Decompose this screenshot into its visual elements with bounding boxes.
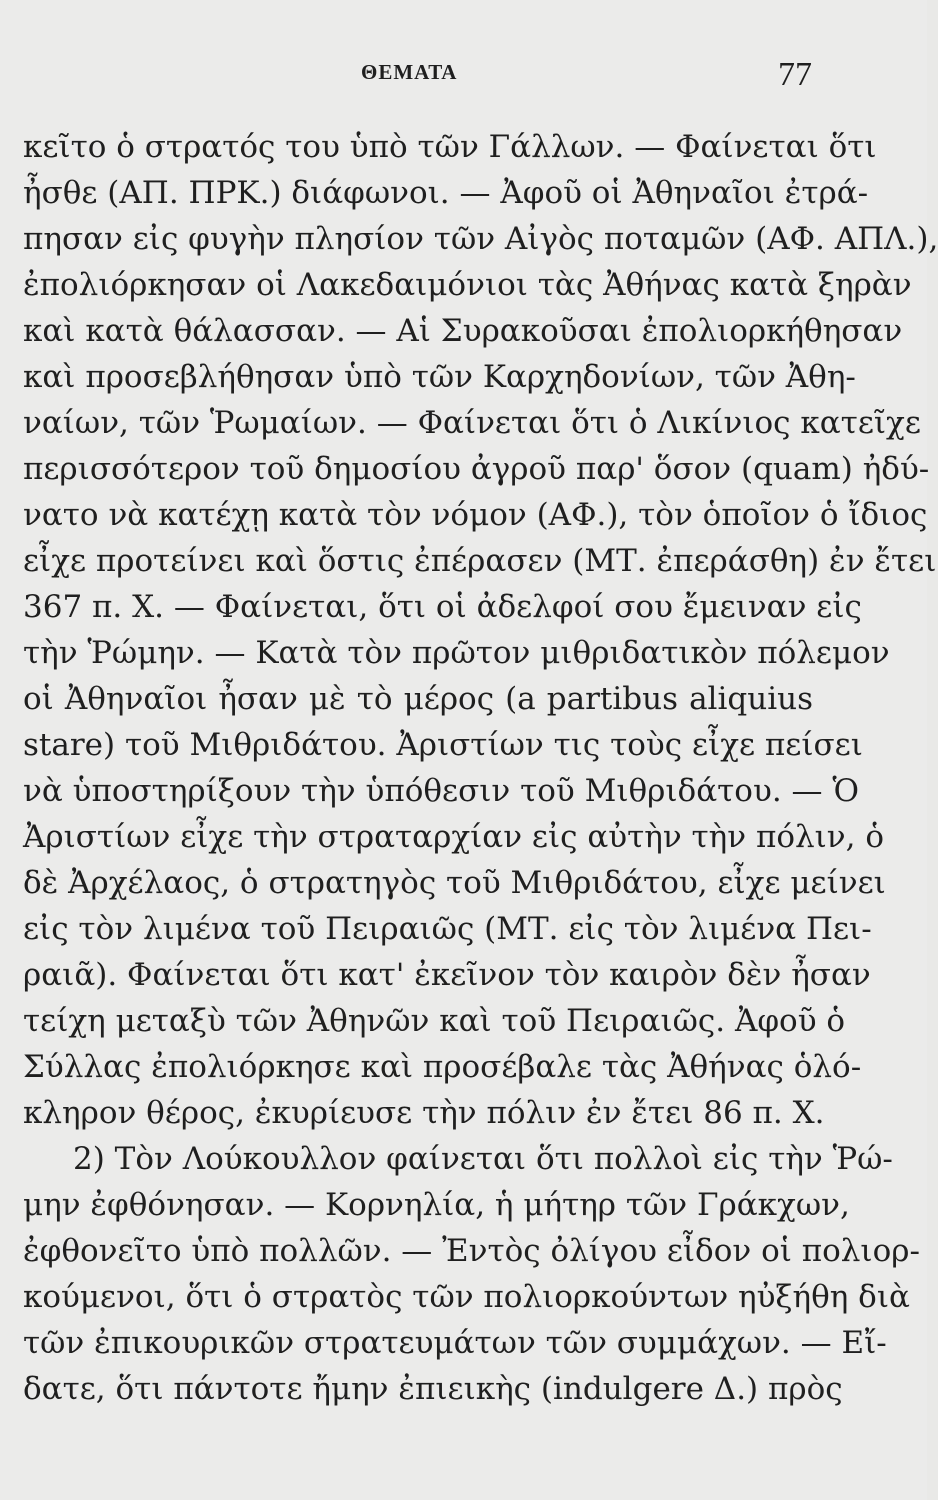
text-line: καὶ προσεβλήθησαν ὑπὸ τῶν Καρχηδονίων, τῶν Ἀθη-	[23, 359, 856, 395]
text-line: τῶν ἐπικουρικῶν στρατευμάτων τῶν συμμάχων. — Εἴ-	[23, 1325, 887, 1361]
text-line: κεῖτο ὁ στρατός του ὑπὸ τῶν Γάλλων. — Φαίνεται ὅτι	[23, 129, 877, 165]
text-line: τὴν Ῥώμην. — Κατὰ τὸν πρῶτον μιθριδατικὸν πόλεμον	[23, 635, 890, 671]
text-line: ἐπολιόρκησαν οἱ Λακεδαιμόνιοι τὰς Ἀθήνας κατὰ ξηρὰν	[23, 267, 912, 303]
text-line: εἶχε προτείνει καὶ ὅστις ἐπέρασεν (ΜΤ. ἐπεράσθη) ἐν ἔτει	[23, 543, 937, 579]
text-line: νὰ ὑποστηρίξουν τὴν ὑπόθεσιν τοῦ Μιθριδάτου. — Ὁ	[23, 773, 860, 809]
text-line: οἱ Ἀθηναῖοι ἦσαν μὲ τὸ μέρος (a partibus aliquius	[23, 681, 813, 717]
text-line: κούμενοι, ὅτι ὁ στρατὸς τῶν πολιορκούντων ηὐξήθη διὰ	[23, 1279, 910, 1315]
body-text	[23, 124, 938, 1412]
text-line: περισσότερον τοῦ δημοσίου ἀγροῦ παρ' ὅσον (quam) ἠδύ-	[23, 451, 930, 487]
text-line: ραιᾶ). Φαίνεται ὅτι κατ' ἐκεῖνον τὸν καιρὸν δὲν ἦσαν	[23, 957, 871, 993]
running-title: ΘΕΜΑΤΑ	[361, 60, 458, 84]
text-line: ἦσθε (ΑΠ. ΠΡΚ.) διάφωνοι. — Ἀφοῦ οἱ Ἀθηναῖοι ἐτρά-	[23, 175, 869, 211]
text-line: stare) τοῦ Μιθριδάτου. Ἀριστίων τις τοὺς εἶχε πείσει	[23, 727, 863, 763]
text-line: εἰς τὸν λιμένα τοῦ Πειραιῶς (ΜΤ. εἰς τὸν λιμένα Πει-	[23, 911, 872, 947]
text-line: πησαν εἰς φυγὴν πλησίον τῶν Αἰγὸς ποταμῶν (ΑΦ. ΑΠΛ.),	[23, 221, 938, 257]
text-line: τείχη μεταξὺ τῶν Ἀθηνῶν καὶ τοῦ Πειραιῶς. Ἀφοῦ ὁ	[23, 1003, 846, 1039]
paragraph-start-line: 2) Τὸν Λούκουλλον φαίνεται ὅτι πολλοὶ εἰς τὴν Ῥώ-	[73, 1141, 893, 1177]
page-number: 77	[778, 56, 812, 93]
text-line: κληρον θέρος, ἐκυρίευσε τὴν πόλιν ἐν ἔτει 86 π. Χ.	[23, 1095, 825, 1131]
text-line: Ἀριστίων εἶχε τὴν στραταρχίαν εἰς αὐτὴν τὴν πόλιν, ὁ	[23, 819, 885, 855]
text-line: ἐφθονεῖτο ὑπὸ πολλῶν. — Ἐντὸς ὀλίγου εἶδον οἱ πολιορ-	[23, 1233, 920, 1269]
text-line: Σύλλας ἐπολιόρκησε καὶ προσέβαλε τὰς Ἀθήνας ὁλό-	[23, 1049, 862, 1085]
text-line: νατο νὰ κατέχῃ κατὰ τὸν νόμον (ΑΦ.), τὸν ὁποῖον ὁ ἴδιος	[23, 497, 928, 533]
text-line: δὲ Ἀρχέλαος, ὁ στρατηγὸς τοῦ Μιθριδάτου, εἶχε μείνει	[23, 865, 886, 901]
text-line: 367 π. Χ. — Φαίνεται, ὅτι οἱ ἀδελφοί σου ἔμειναν εἰς	[23, 589, 862, 625]
text-line: ναίων, τῶν Ῥωμαίων. — Φαίνεται ὅτι ὁ Λικίνιος κατεῖχε	[23, 405, 921, 441]
text-line: μην ἐφθόνησαν. — Κορνηλία, ἡ μήτηρ τῶν Γράκχων,	[23, 1187, 850, 1223]
text-line: καὶ κατὰ θάλασσαν. — Αἱ Συρακοῦσαι ἐπολιορκήθησαν	[23, 313, 903, 349]
page-header	[0, 56, 927, 100]
text-line: δατε, ὅτι πάντοτε ἤμην ἐπιεικὴς (indulgere Δ.) πρὸς	[23, 1371, 843, 1407]
